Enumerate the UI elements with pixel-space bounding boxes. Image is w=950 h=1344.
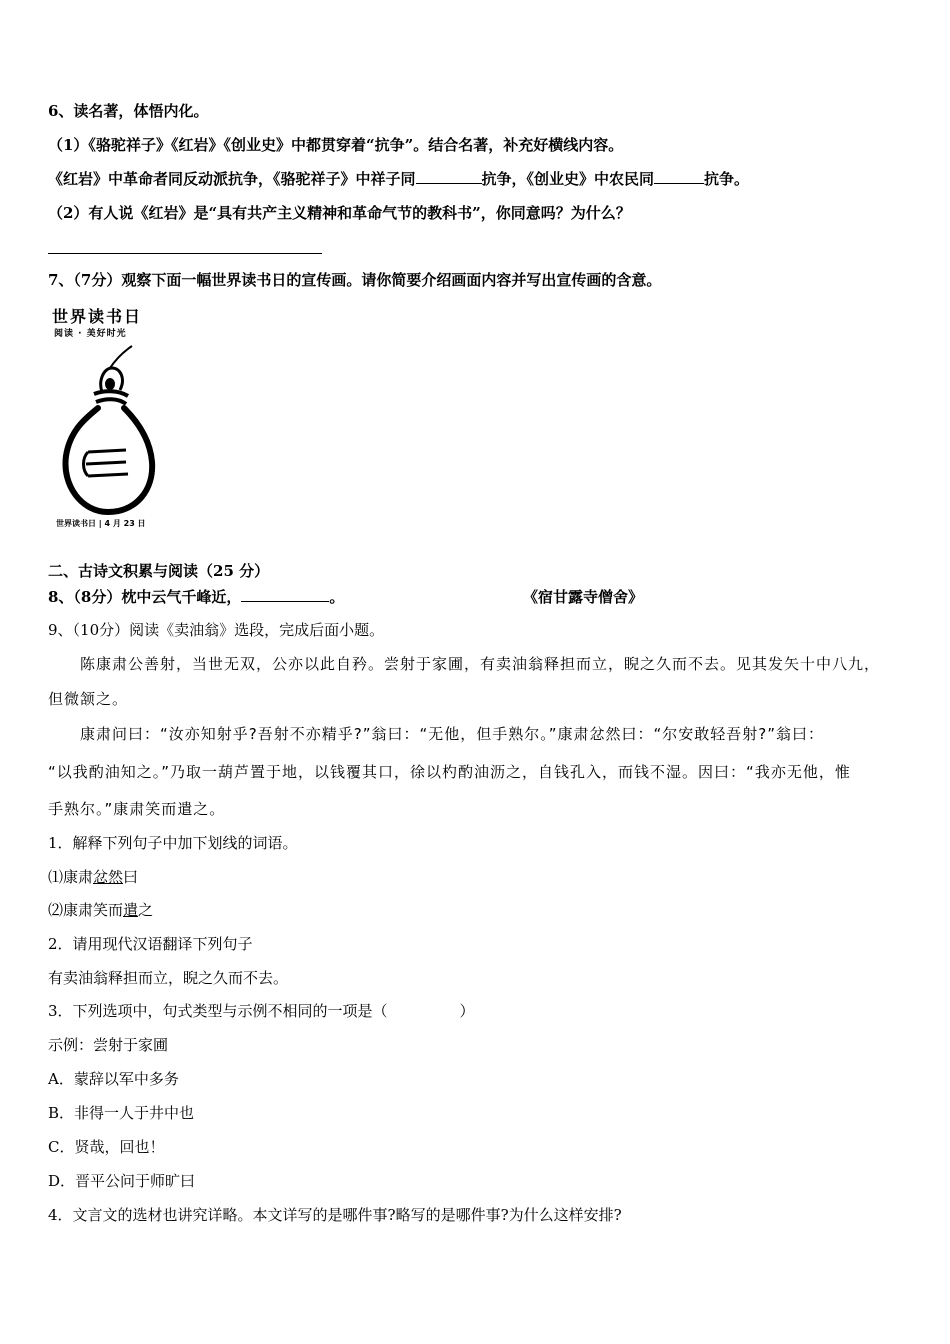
q6-fill-line [48, 169, 749, 189]
sub1b-post: 之 [138, 901, 154, 919]
section2-title: 二、古诗文积累与阅读（25 分） [48, 562, 270, 580]
q6-title: 6、读名著，体悟内化。 [48, 102, 209, 120]
q7-title: 7、（7分）观察下面一幅世界读书日的宣传画。请你简要介绍画面内容并写出宣传画的含意。 [48, 271, 662, 289]
q8-source: 《宿甘露寺僧舍》 [523, 588, 644, 606]
sub1a-underlined-word: 忿然 [93, 868, 124, 886]
poster-title: 世界读书日 [52, 307, 143, 326]
q6-answer-blank-2[interactable] [654, 169, 704, 184]
q9-sub1-a [48, 867, 138, 887]
answer-line[interactable] [48, 253, 322, 254]
q9-title: 9、（10分）阅读《卖油翁》选段，完成后面小题。 [48, 621, 385, 639]
sub1b-underlined-word: 遣 [123, 901, 139, 919]
option-b: B．非得一人于井中也 [48, 1104, 195, 1122]
poster-footer: 世界读书日 | 4 月 23 日 [56, 519, 146, 528]
passage-line: “以我酌油知之。”乃取一葫芦置于地，以钱覆其口，徐以杓酌油沥之，自钱孔入，而钱不湿。因曰：“我亦无他，惟 [48, 763, 851, 781]
q8-text: 8、（8分）枕中云气千峰近， [48, 588, 242, 606]
option-d: D．晋平公问于师旷曰 [48, 1172, 196, 1190]
q9-sub1: 1．解释下列句子中加下划线的词语。 [48, 834, 298, 852]
q6-fill-text-c: 抗争。 [704, 170, 750, 188]
q9-sub2: 2．请用现代汉语翻译下列句子 [48, 935, 253, 953]
passage-line: 手熟尔。”康肃笑而遣之。 [48, 800, 226, 818]
q6-part1: （1）《骆驼祥子》《红岩》《创业史》中都贯穿着“抗争”。结合名著，补充好横线内容。 [48, 136, 624, 154]
q9-sub2-sentence: 有卖油翁释担而立，睨之久而不去。 [48, 969, 289, 987]
q9-sub1-b [48, 900, 153, 920]
q9-sub3 [48, 1001, 475, 1021]
q8-answer-blank[interactable] [241, 587, 329, 602]
passage-line: 但微颔之。 [48, 690, 129, 708]
sub1a-post: 曰 [123, 868, 139, 886]
q9-sub4: 4．文言文的选材也讲究详略。本文详写的是哪件事?略写的是哪件事?为什么这样安排? [48, 1206, 622, 1224]
q8-line [48, 587, 344, 607]
sub1b-pre: ⑵康肃笑而 [48, 901, 124, 919]
q6-part2: （2）有人说《红岩》是“具有共产主义精神和革命气节的教科书”，你同意吗？为什么？ [48, 204, 631, 222]
sub3-close: ） [459, 1002, 475, 1020]
lightbulb-book-icon [52, 300, 162, 536]
option-c: C．贤哉，回也！ [48, 1138, 165, 1156]
poster-subtitle: 阅读 · 美好时光 [54, 329, 127, 339]
option-a: A．蒙辞以军中多务 [48, 1070, 179, 1088]
sub1a-pre: ⑴康肃 [48, 868, 94, 886]
q9-sub3-example: 示例：尝射于家圃 [48, 1036, 169, 1054]
sub3-question: 3．下列选项中，句式类型与示例不相同的一项是（ [48, 1002, 388, 1020]
q6-answer-blank-1[interactable] [416, 169, 482, 184]
q6-fill-text-a: 《红岩》中革命者同反动派抗争，《骆驼祥子》中祥子同 [48, 170, 416, 188]
passage-line: 陈康肃公善射，当世无双，公亦以此自矜。尝射于家圃，有卖油翁释担而立，睨之久而不去。见其发矢十中八九， [80, 655, 881, 673]
q8-end: 。 [329, 588, 345, 606]
passage-line: 康肃问曰：“汝亦知射乎?吾射不亦精乎?”翁曰：“无他，但手熟尔。”康肃忿然曰：“尔安敢轻吾射?”翁曰： [80, 725, 825, 743]
reading-day-poster [52, 300, 162, 536]
q6-fill-text-b: 抗争，《创业史》中农民同 [481, 170, 655, 188]
